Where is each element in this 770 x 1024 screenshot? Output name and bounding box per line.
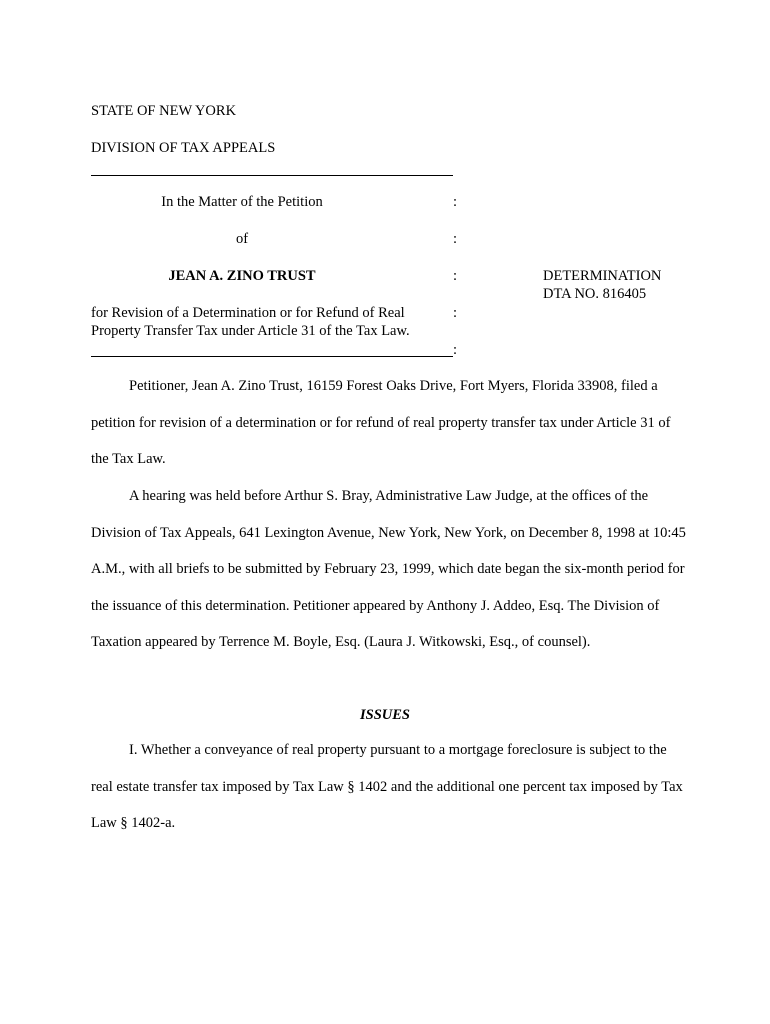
caption-colon: : [453,231,458,247]
issue-one-paragraph [91,732,687,842]
determination-title: DETERMINATION [543,268,662,284]
state-heading: STATE OF NEW YORK [91,103,237,119]
caption-bottom-rule [91,356,453,357]
dta-number: DTA NO. 816405 [543,286,647,302]
caption-colon: : [453,342,458,358]
paragraph-text: Petitioner, Jean A. Zino Trust, 16159 Forest Oaks Drive, Fort Myers, Florida 33908, filed a petition for revision of a determination or for refund of real property transfer tax under Article 31 of the Tax Law. [91,378,671,468]
petitioner-name: JEAN A. ZINO TRUST [168,268,316,284]
caption-top-rule [91,175,453,176]
purpose-line-1: for Revision of a Determination or for Refund of Real [91,305,405,321]
caption-colon: : [453,305,458,321]
paragraph-text: A hearing was held before Arthur S. Bray, Administrative Law Judge, at the offices of the Division of Tax Appeals, 641 Lexington Avenue, New York, New York, on December 8, 1998 at 10:45 A.M., with all briefs to be submitted by February 23, 1999, which date began the six-month period for the issuance of this determination. Petitioner appeared by Anthony J. Addeo, Esq. The Division of Taxation appeared by Terrence M. Boyle, Esq. (Laura J. Witkowski, Esq., of counsel). [91,488,686,651]
caption-colon: : [453,268,458,284]
caption-colon: : [453,194,458,210]
issues-heading: ISSUES [360,707,410,723]
petitioner-paragraph [91,368,687,478]
purpose-line-2: Property Transfer Tax under Article 31 of the Tax Law. [91,323,410,339]
hearing-paragraph [91,478,687,661]
division-heading: DIVISION OF TAX APPEALS [91,140,276,156]
of-line: of [235,231,249,247]
matter-line: In the Matter of the Petition [161,194,323,210]
paragraph-text: I. Whether a conveyance of real property pursuant to a mortgage foreclosure is subject to the real estate transfer tax imposed by Tax Law § 1402 and the additional one percent tax imposed by Tax Law § 1402-a. [91,742,683,832]
